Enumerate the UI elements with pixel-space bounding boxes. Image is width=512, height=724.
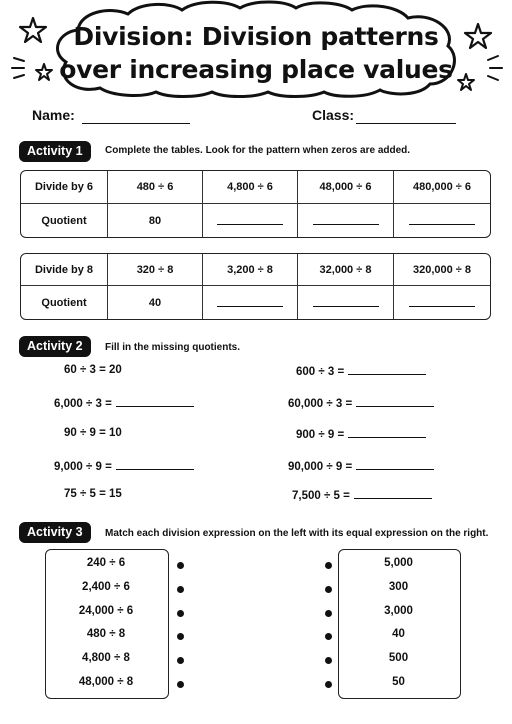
page-title-line-2: over increasing place values — [59, 55, 453, 84]
quotient-cell: 80 — [108, 204, 203, 237]
activity-1-instruction: Complete the tables. Look for the pattern when zeros are added. — [105, 145, 411, 156]
match-left-item: 4,800 ÷ 8 — [82, 652, 130, 664]
answer-field[interactable] — [116, 396, 194, 407]
expression-cell: 32,000 ÷ 8 — [298, 254, 394, 286]
match-left-item: 24,000 ÷ 6 — [78, 605, 134, 617]
answer-field[interactable] — [356, 459, 434, 470]
equation-item: 7,500 ÷ 5 = — [292, 488, 432, 502]
expression-cell: 48,000 ÷ 6 — [298, 171, 394, 204]
match-right-item: 5,000 — [384, 557, 413, 569]
match-dot-right[interactable] — [325, 562, 332, 569]
match-dot-left[interactable] — [177, 562, 184, 569]
row-label: Quotient — [21, 286, 108, 319]
equation-item: 60,000 ÷ 3 = — [288, 396, 434, 410]
match-right-item: 300 — [388, 581, 409, 593]
match-dot-left[interactable] — [177, 586, 184, 593]
match-dot-right[interactable] — [325, 681, 332, 688]
row-label: Quotient — [21, 204, 108, 237]
answer-field[interactable] — [356, 396, 434, 407]
match-dot-left[interactable] — [177, 681, 184, 688]
equation-item: 60 ÷ 3 = 20 — [64, 364, 122, 376]
activity-3-instruction: Match each division expression on the left with its equal expression on the right. — [105, 528, 489, 539]
match-left-item: 240 ÷ 6 — [86, 557, 126, 569]
match-right-item: 40 — [392, 628, 405, 640]
equation-item: 75 ÷ 5 = 15 — [64, 488, 122, 500]
match-right-item: 3,000 — [384, 605, 413, 617]
activity-3-label: Activity 3 — [19, 522, 91, 543]
page-title-line-1: Division: Division patterns — [73, 22, 439, 51]
expression-cell: 480,000 ÷ 6 — [394, 171, 490, 204]
equation-item: 90 ÷ 9 = 10 — [64, 427, 122, 439]
expression-cell: 320,000 ÷ 8 — [394, 254, 490, 286]
match-dot-right[interactable] — [325, 633, 332, 640]
match-left-item: 48,000 ÷ 8 — [78, 676, 134, 688]
match-dot-right[interactable] — [325, 610, 332, 617]
class-label: Class: — [312, 107, 355, 123]
match-dot-right[interactable] — [325, 657, 332, 664]
expression-cell: 3,200 ÷ 8 — [203, 254, 298, 286]
answer-field[interactable] — [348, 427, 426, 438]
activity-1-label: Activity 1 — [19, 141, 91, 162]
equation-item: 900 ÷ 9 = — [296, 427, 426, 441]
quotient-answer-field[interactable] — [203, 286, 298, 319]
match-left-item: 2,400 ÷ 6 — [82, 581, 130, 593]
quotient-cell: 40 — [108, 286, 203, 319]
quotient-answer-field[interactable] — [394, 204, 490, 237]
equation-item: 90,000 ÷ 9 = — [288, 459, 434, 473]
equation-item: 600 ÷ 3 = — [296, 364, 426, 378]
table-header: Divide by 8 — [21, 254, 108, 286]
equation-item: 9,000 ÷ 9 = — [54, 459, 194, 473]
quotient-answer-field[interactable] — [394, 286, 490, 319]
class-field[interactable] — [356, 123, 456, 124]
match-right-item: 50 — [392, 676, 405, 688]
answer-field[interactable] — [348, 364, 426, 375]
match-dot-left[interactable] — [177, 633, 184, 640]
answer-field[interactable] — [116, 459, 194, 470]
divide-by-6-table — [20, 170, 491, 238]
expression-cell: 4,800 ÷ 6 — [203, 171, 298, 204]
name-label: Name: — [32, 107, 75, 123]
quotient-answer-field[interactable] — [298, 204, 394, 237]
match-dot-left[interactable] — [177, 657, 184, 664]
activity-2-label: Activity 2 — [19, 336, 91, 357]
match-left-item: 480 ÷ 8 — [86, 628, 126, 640]
expression-cell: 480 ÷ 6 — [108, 171, 203, 204]
match-dot-left[interactable] — [177, 610, 184, 617]
name-field[interactable] — [82, 123, 190, 124]
quotient-answer-field[interactable] — [203, 204, 298, 237]
equation-item: 6,000 ÷ 3 = — [54, 396, 194, 410]
activity-2-instruction: Fill in the missing quotients. — [105, 342, 241, 353]
match-dot-right[interactable] — [325, 586, 332, 593]
match-right-item: 500 — [388, 652, 409, 664]
divide-by-8-table — [20, 253, 491, 320]
answer-field[interactable] — [354, 488, 432, 499]
expression-cell: 320 ÷ 8 — [108, 254, 203, 286]
table-header: Divide by 6 — [21, 171, 108, 204]
quotient-answer-field[interactable] — [298, 286, 394, 319]
